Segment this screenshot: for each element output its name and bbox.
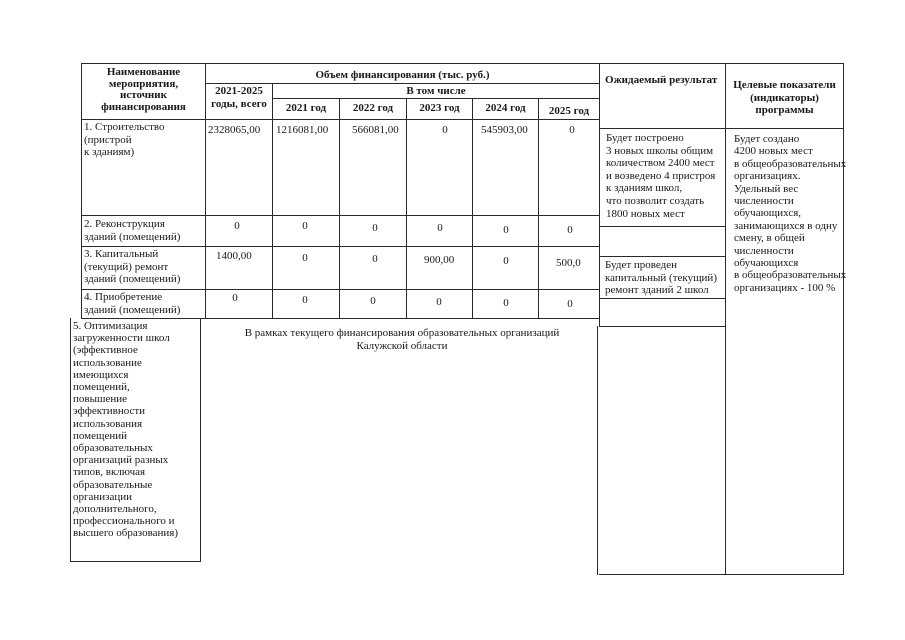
row-year-value: 566081,00 xyxy=(352,124,399,136)
rule xyxy=(272,83,273,319)
header-year-2022: 2022 год xyxy=(352,102,394,114)
header-name-column: Наименование мероприятия, источник финансирования xyxy=(101,66,186,113)
optimization-note: В рамках текущего финансирования образовательных организаций Калужской области xyxy=(244,327,560,352)
header-year-2024: 2024 год xyxy=(485,102,526,114)
construction-result: Будет построено 3 новых школы общим количеством 2400 мест и возведено 4 пристроя к зданиям школ, что позволит создать 1800 новых мест xyxy=(606,132,716,220)
target-indicators: Будет создано 4200 новых мест в общеобразовательных организациях. Удельный вес численности обучающихся, занимающихся в одну смену, в общей численности обучающихся в общеобразовательных организациях - 100 % xyxy=(734,133,847,294)
row-year-value: 0 xyxy=(503,224,509,236)
row-year-value: 500,0 xyxy=(556,257,581,269)
row-year-value: 0 xyxy=(370,295,376,307)
rule xyxy=(599,226,725,227)
rule xyxy=(472,98,473,319)
header-total: 2021-2025 годы, всего xyxy=(211,85,267,110)
row-year-value: 0 xyxy=(302,220,308,232)
rule xyxy=(81,119,600,120)
header-indicators: Целевые показатели (индикаторы) программы xyxy=(733,79,836,117)
row-total: 1400,00 xyxy=(216,250,252,262)
row-name: 2. Реконструкция зданий (помещений) xyxy=(84,218,181,243)
rule xyxy=(599,256,725,257)
row-year-value: 0 xyxy=(442,124,448,136)
header-year-2023: 2023 год xyxy=(419,102,460,114)
header-year-2021: 2021 год xyxy=(285,102,327,114)
row-year-value: 1216081,00 xyxy=(276,124,329,136)
row-year-value: 0 xyxy=(372,222,378,234)
header-expected-result: Ожидаемый результат xyxy=(605,74,718,86)
rule xyxy=(339,98,340,319)
row-name: 4. Приобретение зданий (помещений) xyxy=(84,291,181,316)
rule xyxy=(599,298,725,299)
rule xyxy=(272,98,599,99)
rule xyxy=(599,574,843,575)
rule xyxy=(81,63,82,319)
row-year-value: 0 xyxy=(436,296,442,308)
row-name: 3. Капитальный (текущий) ремонт зданий (помещений) xyxy=(84,248,181,286)
rule xyxy=(599,326,725,327)
row-total: 0 xyxy=(232,292,238,304)
row-year-value: 0 xyxy=(372,253,378,265)
rule xyxy=(599,63,600,327)
rule xyxy=(81,318,600,319)
row-year-value: 0 xyxy=(569,124,575,136)
rule xyxy=(70,318,71,562)
rule xyxy=(81,246,600,247)
rule xyxy=(200,318,201,562)
row-year-value: 545903,00 xyxy=(481,124,528,136)
row-name: 1. Строительство (пристрой к зданиям) xyxy=(84,121,165,159)
header-funding-group: Объем финансирования (тыс. руб.) xyxy=(315,69,490,81)
rule xyxy=(81,63,843,64)
header-year-2025: 2025 год xyxy=(548,105,590,117)
rule xyxy=(406,98,407,319)
rule xyxy=(725,63,726,575)
rule xyxy=(538,98,539,319)
row-year-value: 0 xyxy=(503,255,509,267)
row-year-value: 0 xyxy=(567,298,573,310)
row-year-value: 0 xyxy=(437,222,443,234)
rule xyxy=(205,83,599,84)
rule xyxy=(597,326,598,575)
row-year-value: 0 xyxy=(302,294,308,306)
rule xyxy=(70,561,200,562)
rule xyxy=(599,128,843,129)
rule xyxy=(81,289,600,290)
rule xyxy=(81,215,600,216)
row-total: 0 xyxy=(234,220,240,232)
row-year-value: 900,00 xyxy=(424,254,455,266)
header-including: В том числе xyxy=(406,85,466,97)
row-total: 2328065,00 xyxy=(208,124,261,136)
row-year-value: 0 xyxy=(567,224,573,236)
row-year-value: 0 xyxy=(302,252,308,264)
row-year-value: 0 xyxy=(503,297,509,309)
row-name: 5. Оптимизация загруженности школ (эффективное использование имеющихся помещений, повышение эффективности использования помещений образовательных организаций разных типов, включая образовательные организации дополнительного, профессионального и высшего образования) xyxy=(73,320,178,540)
repair-result: Будет проведен капитальный (текущий) ремонт зданий 2 школ xyxy=(605,259,717,297)
